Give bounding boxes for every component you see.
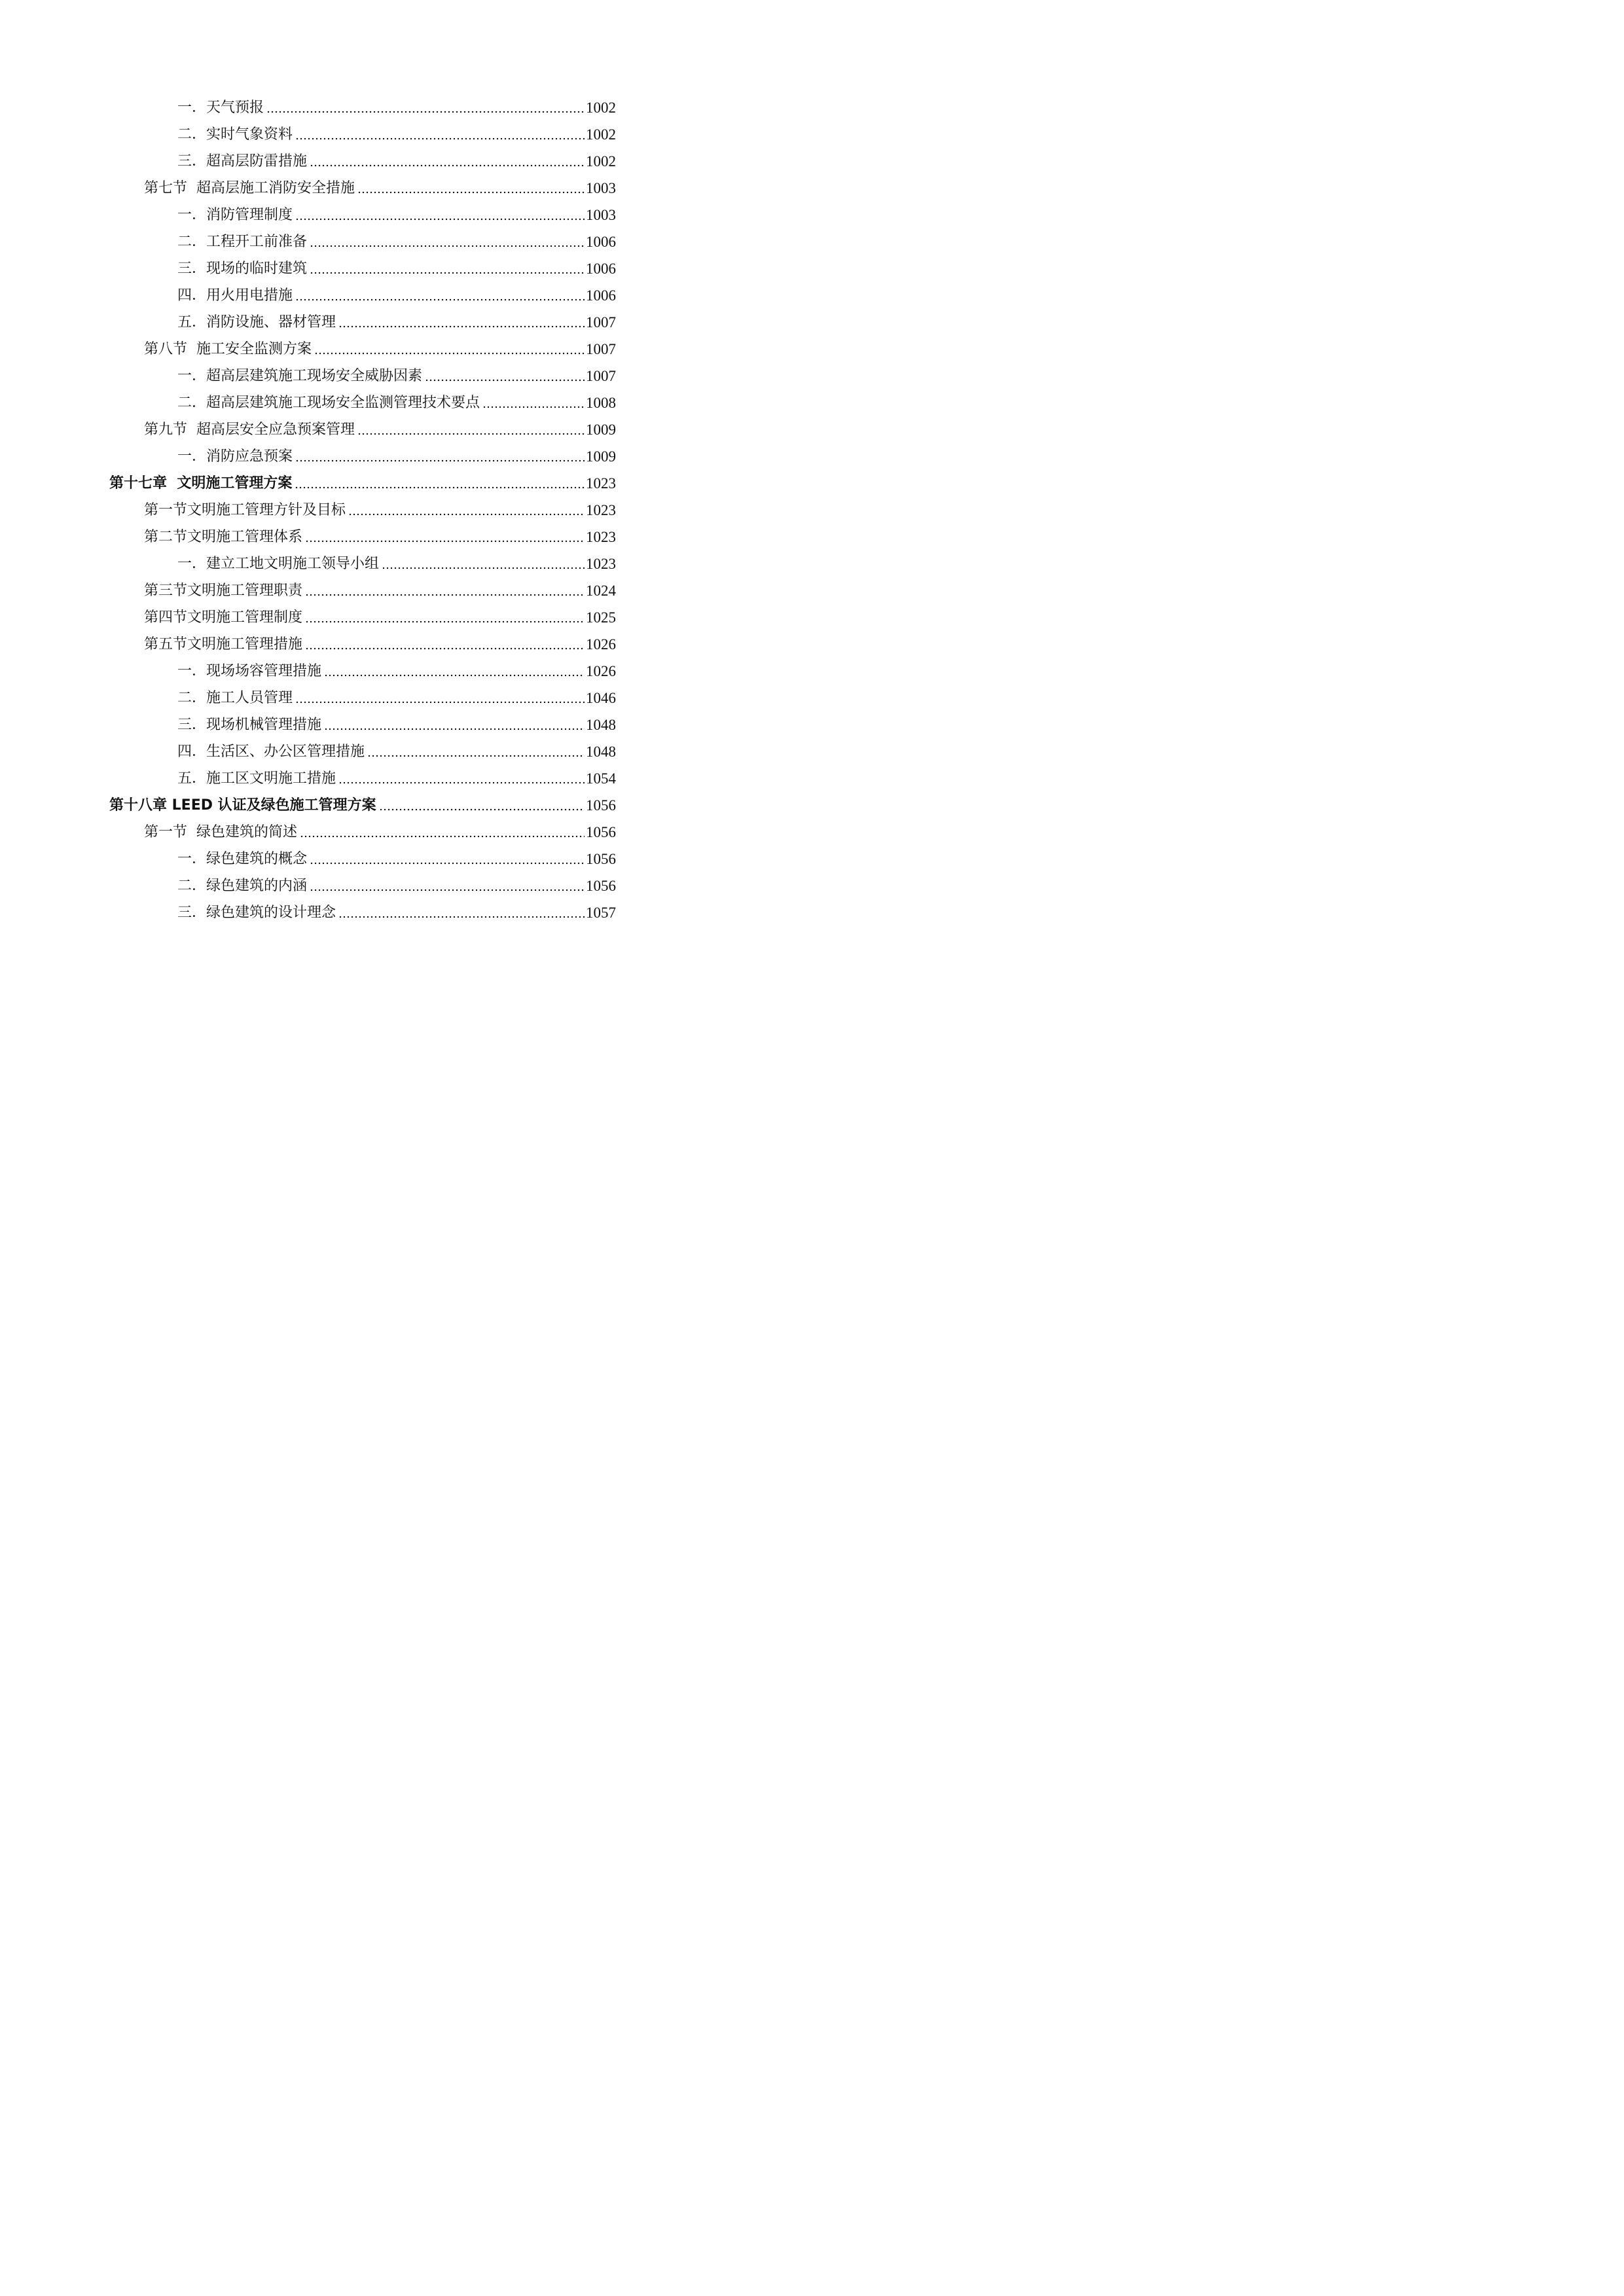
toc-entry-title: 第四节文明施工管理制度	[144, 609, 303, 626]
dot-leader	[338, 916, 585, 918]
toc-page-number: 1002	[586, 99, 616, 116]
dot-leader	[324, 728, 585, 730]
toc-page-number: 1023	[586, 475, 616, 492]
toc-subsection-row	[0, 895, 720, 922]
dot-leader	[300, 835, 585, 838]
toc-subsection-row	[0, 144, 720, 171]
toc-page-number: 1003	[586, 207, 616, 223]
toc-page-number: 1048	[586, 744, 616, 760]
toc-entry-title: 一．消防应急预案	[177, 448, 293, 465]
toc-subsection-row	[0, 117, 720, 144]
toc-entry-title: 第十八章 LEED 认证及绿色施工管理方案	[109, 797, 376, 814]
dot-leader	[314, 352, 585, 355]
toc-page-number: 1023	[586, 556, 616, 572]
toc-entry-title: 第九节 超高层安全应急预案管理	[144, 422, 355, 438]
toc-entry-title: 第五节文明施工管理措施	[144, 636, 303, 653]
toc-subsection-row	[0, 278, 720, 305]
dot-leader	[305, 540, 585, 543]
toc-page-number: 1003	[586, 180, 616, 196]
toc-subsection-row	[0, 359, 720, 386]
toc-page-number: 1007	[586, 314, 616, 331]
toc-page-number: 1026	[586, 636, 616, 653]
toc-page-number: 1024	[586, 583, 616, 599]
toc-entry-title: 三．现场的临时建筑	[177, 260, 308, 277]
table-of-contents	[0, 90, 720, 922]
toc-subsection-row	[0, 654, 720, 681]
dot-leader	[310, 889, 585, 891]
toc-page-number: 1023	[586, 502, 616, 518]
toc-subsection-row	[0, 842, 720, 869]
toc-subsection-row	[0, 224, 720, 251]
toc-entry-title: 二．实时气象资料	[177, 126, 293, 143]
toc-entry-title: 一．消防管理制度	[177, 207, 293, 223]
toc-entry-title: 第一节 绿色建筑的简述	[144, 824, 297, 840]
toc-entry-title: 一．天气预报	[177, 99, 264, 116]
toc-entry-title: 二．工程开工前准备	[177, 234, 308, 250]
toc-section-row	[0, 627, 720, 654]
toc-page-number: 1054	[586, 770, 616, 787]
dot-leader	[295, 486, 585, 489]
dot-leader	[357, 191, 585, 194]
dot-leader	[357, 433, 585, 435]
toc-subsection-row	[0, 198, 720, 224]
dot-leader	[305, 594, 585, 596]
toc-section-row	[0, 815, 720, 842]
toc-page-number: 1046	[586, 690, 616, 706]
toc-entry-title: 第三节文明施工管理职责	[144, 583, 303, 599]
toc-page-number: 1007	[586, 341, 616, 357]
toc-page-number: 1009	[586, 422, 616, 438]
dot-leader	[348, 513, 585, 516]
dot-leader	[266, 111, 585, 113]
toc-page-number: 1025	[586, 609, 616, 626]
toc-entry-title: 第二节文明施工管理体系	[144, 529, 303, 545]
toc-section-row	[0, 412, 720, 439]
dot-leader	[310, 164, 585, 167]
toc-entry-title: 一．现场场容管理措施	[177, 663, 322, 679]
toc-page-number: 1057	[586, 905, 616, 921]
toc-entry-title: 第八节 施工安全监测方案	[144, 341, 312, 357]
toc-entry-title: 第七节 超高层施工消防安全措施	[144, 180, 355, 196]
dot-leader	[310, 245, 585, 247]
toc-page-number: 1002	[586, 126, 616, 143]
toc-entry-title: 五．消防设施、器材管理	[177, 314, 336, 331]
dot-leader	[305, 620, 585, 623]
toc-entry-title: 一．绿色建筑的概念	[177, 851, 308, 867]
toc-entry-title: 一．超高层建筑施工现场安全威胁因素	[177, 368, 423, 384]
toc-entry-title: 一．建立工地文明施工领导小组	[177, 556, 380, 572]
toc-subsection-row	[0, 90, 720, 117]
toc-page-number: 1023	[586, 529, 616, 545]
toc-entry-title: 二．施工人员管理	[177, 690, 293, 706]
toc-page-number: 1002	[586, 153, 616, 170]
dot-leader	[382, 567, 585, 569]
toc-entry-title: 五．施工区文明施工措施	[177, 770, 336, 787]
dot-leader	[425, 379, 585, 382]
toc-subsection-row	[0, 386, 720, 412]
toc-page-number: 1006	[586, 234, 616, 250]
dot-leader	[367, 755, 585, 757]
toc-section-row	[0, 332, 720, 359]
toc-entry-title: 二．绿色建筑的内涵	[177, 878, 308, 894]
toc-entry-title: 二．超高层建筑施工现场安全监测管理技术要点	[177, 395, 480, 411]
toc-page-number: 1056	[586, 878, 616, 894]
dot-leader	[295, 137, 585, 140]
dot-leader	[305, 647, 585, 650]
dot-leader	[295, 218, 585, 221]
toc-subsection-row	[0, 734, 720, 761]
toc-chapter-row	[0, 788, 720, 815]
dot-leader	[338, 325, 585, 328]
toc-page-number: 1006	[586, 287, 616, 304]
toc-page-number: 1009	[586, 448, 616, 465]
dot-leader	[295, 701, 585, 704]
toc-page-number: 1007	[586, 368, 616, 384]
dot-leader	[310, 862, 585, 865]
dot-leader	[379, 808, 585, 811]
toc-entry-title: 第十七章 文明施工管理方案	[109, 475, 293, 492]
toc-entry-title: 四．用火用电措施	[177, 287, 293, 304]
toc-entry-title: 三．超高层防雷措施	[177, 153, 308, 170]
toc-page-number: 1056	[586, 824, 616, 840]
dot-leader	[482, 406, 585, 408]
toc-entry-title: 第一节文明施工管理方针及目标	[144, 502, 346, 518]
toc-section-row	[0, 573, 720, 600]
toc-page-number: 1008	[586, 395, 616, 411]
toc-section-row	[0, 493, 720, 520]
dot-leader	[324, 674, 585, 677]
toc-subsection-row	[0, 439, 720, 466]
toc-subsection-row	[0, 761, 720, 788]
toc-subsection-row	[0, 708, 720, 734]
toc-entry-title: 三．绿色建筑的设计理念	[177, 905, 336, 921]
dot-leader	[310, 272, 585, 274]
toc-page-number: 1056	[586, 851, 616, 867]
dot-leader	[295, 459, 585, 462]
toc-subsection-row	[0, 305, 720, 332]
toc-entry-title: 三．现场机械管理措施	[177, 717, 322, 733]
toc-entry-title: 四．生活区、办公区管理措施	[177, 744, 365, 760]
toc-chapter-row	[0, 466, 720, 493]
toc-subsection-row	[0, 251, 720, 278]
toc-subsection-row	[0, 547, 720, 573]
toc-section-row	[0, 600, 720, 627]
toc-page-number: 1048	[586, 717, 616, 733]
toc-section-row	[0, 520, 720, 547]
toc-section-row	[0, 171, 720, 198]
toc-page-number: 1026	[586, 663, 616, 679]
toc-subsection-row	[0, 869, 720, 895]
toc-subsection-row	[0, 681, 720, 708]
dot-leader	[295, 298, 585, 301]
dot-leader	[338, 781, 585, 784]
toc-page-number: 1006	[586, 260, 616, 277]
toc-page-number: 1056	[586, 797, 616, 814]
